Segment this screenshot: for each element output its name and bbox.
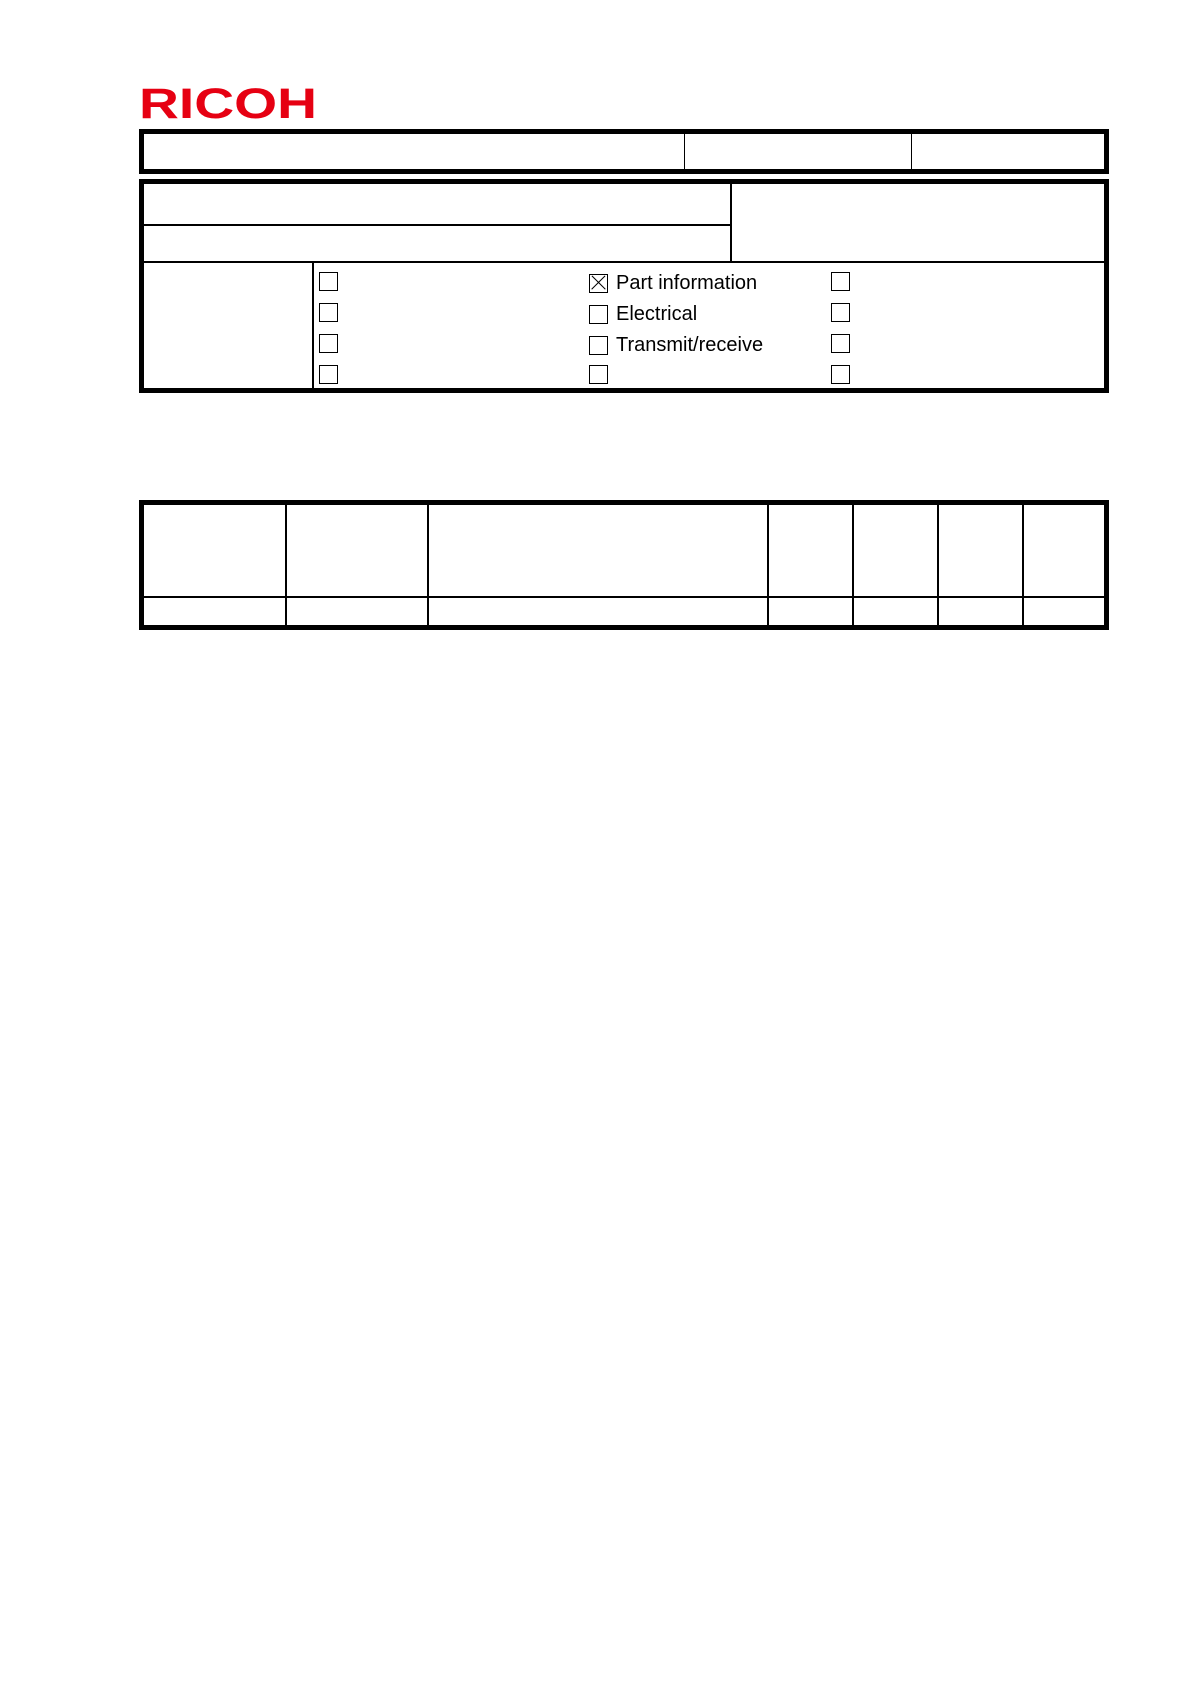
header-divider — [911, 134, 912, 169]
checkbox[interactable] — [831, 365, 850, 384]
ricoh-logo — [139, 84, 319, 122]
checkbox[interactable] — [319, 303, 338, 322]
checkbox-item[interactable] — [831, 365, 858, 384]
table-column-divider — [427, 505, 429, 625]
checkbox[interactable] — [319, 272, 338, 291]
classification-divider — [144, 261, 1104, 263]
logo-wordmark: RICOH — [139, 84, 317, 122]
table-column-divider — [1022, 505, 1024, 625]
checkbox-item[interactable] — [589, 365, 616, 384]
checkbox[interactable] — [319, 365, 338, 384]
checkbox-item-transmit-receive[interactable] — [589, 334, 763, 356]
table-column-divider — [852, 505, 854, 625]
header-box — [139, 129, 1109, 174]
checkbox-item[interactable] — [831, 272, 858, 291]
checkbox[interactable] — [831, 303, 850, 322]
checkbox[interactable] — [589, 365, 608, 384]
checkbox-item[interactable] — [319, 303, 346, 322]
checkbox[interactable] — [831, 334, 850, 353]
header-divider — [684, 134, 685, 169]
checkbox-label: Part information — [616, 272, 758, 294]
checkbox-item[interactable] — [831, 303, 858, 322]
checkbox[interactable] — [319, 334, 338, 353]
checkbox-label: Electrical — [616, 303, 698, 325]
table-column-divider — [285, 505, 287, 625]
checkbox[interactable] — [589, 336, 608, 355]
checkbox[interactable] — [831, 272, 850, 291]
table-column-divider — [937, 505, 939, 625]
checkbox-label: Transmit/receive — [616, 334, 764, 356]
table-header-divider — [144, 596, 1104, 598]
table-column-divider — [767, 505, 769, 625]
checkbox[interactable] — [589, 305, 608, 324]
upper-vertical-divider — [730, 184, 732, 262]
checkbox-checked[interactable] — [589, 274, 608, 293]
subject-divider — [144, 224, 730, 226]
revision-table — [139, 500, 1109, 630]
checkbox-item[interactable] — [319, 334, 346, 353]
classification-vertical-divider — [312, 261, 314, 388]
checkbox-item[interactable] — [319, 272, 346, 291]
checkbox-item[interactable] — [319, 365, 346, 384]
checkbox-item[interactable] — [831, 334, 858, 353]
checkbox-item-part-information[interactable] — [589, 272, 757, 294]
info-box — [139, 179, 1109, 393]
checkbox-item-electrical[interactable] — [589, 303, 697, 325]
